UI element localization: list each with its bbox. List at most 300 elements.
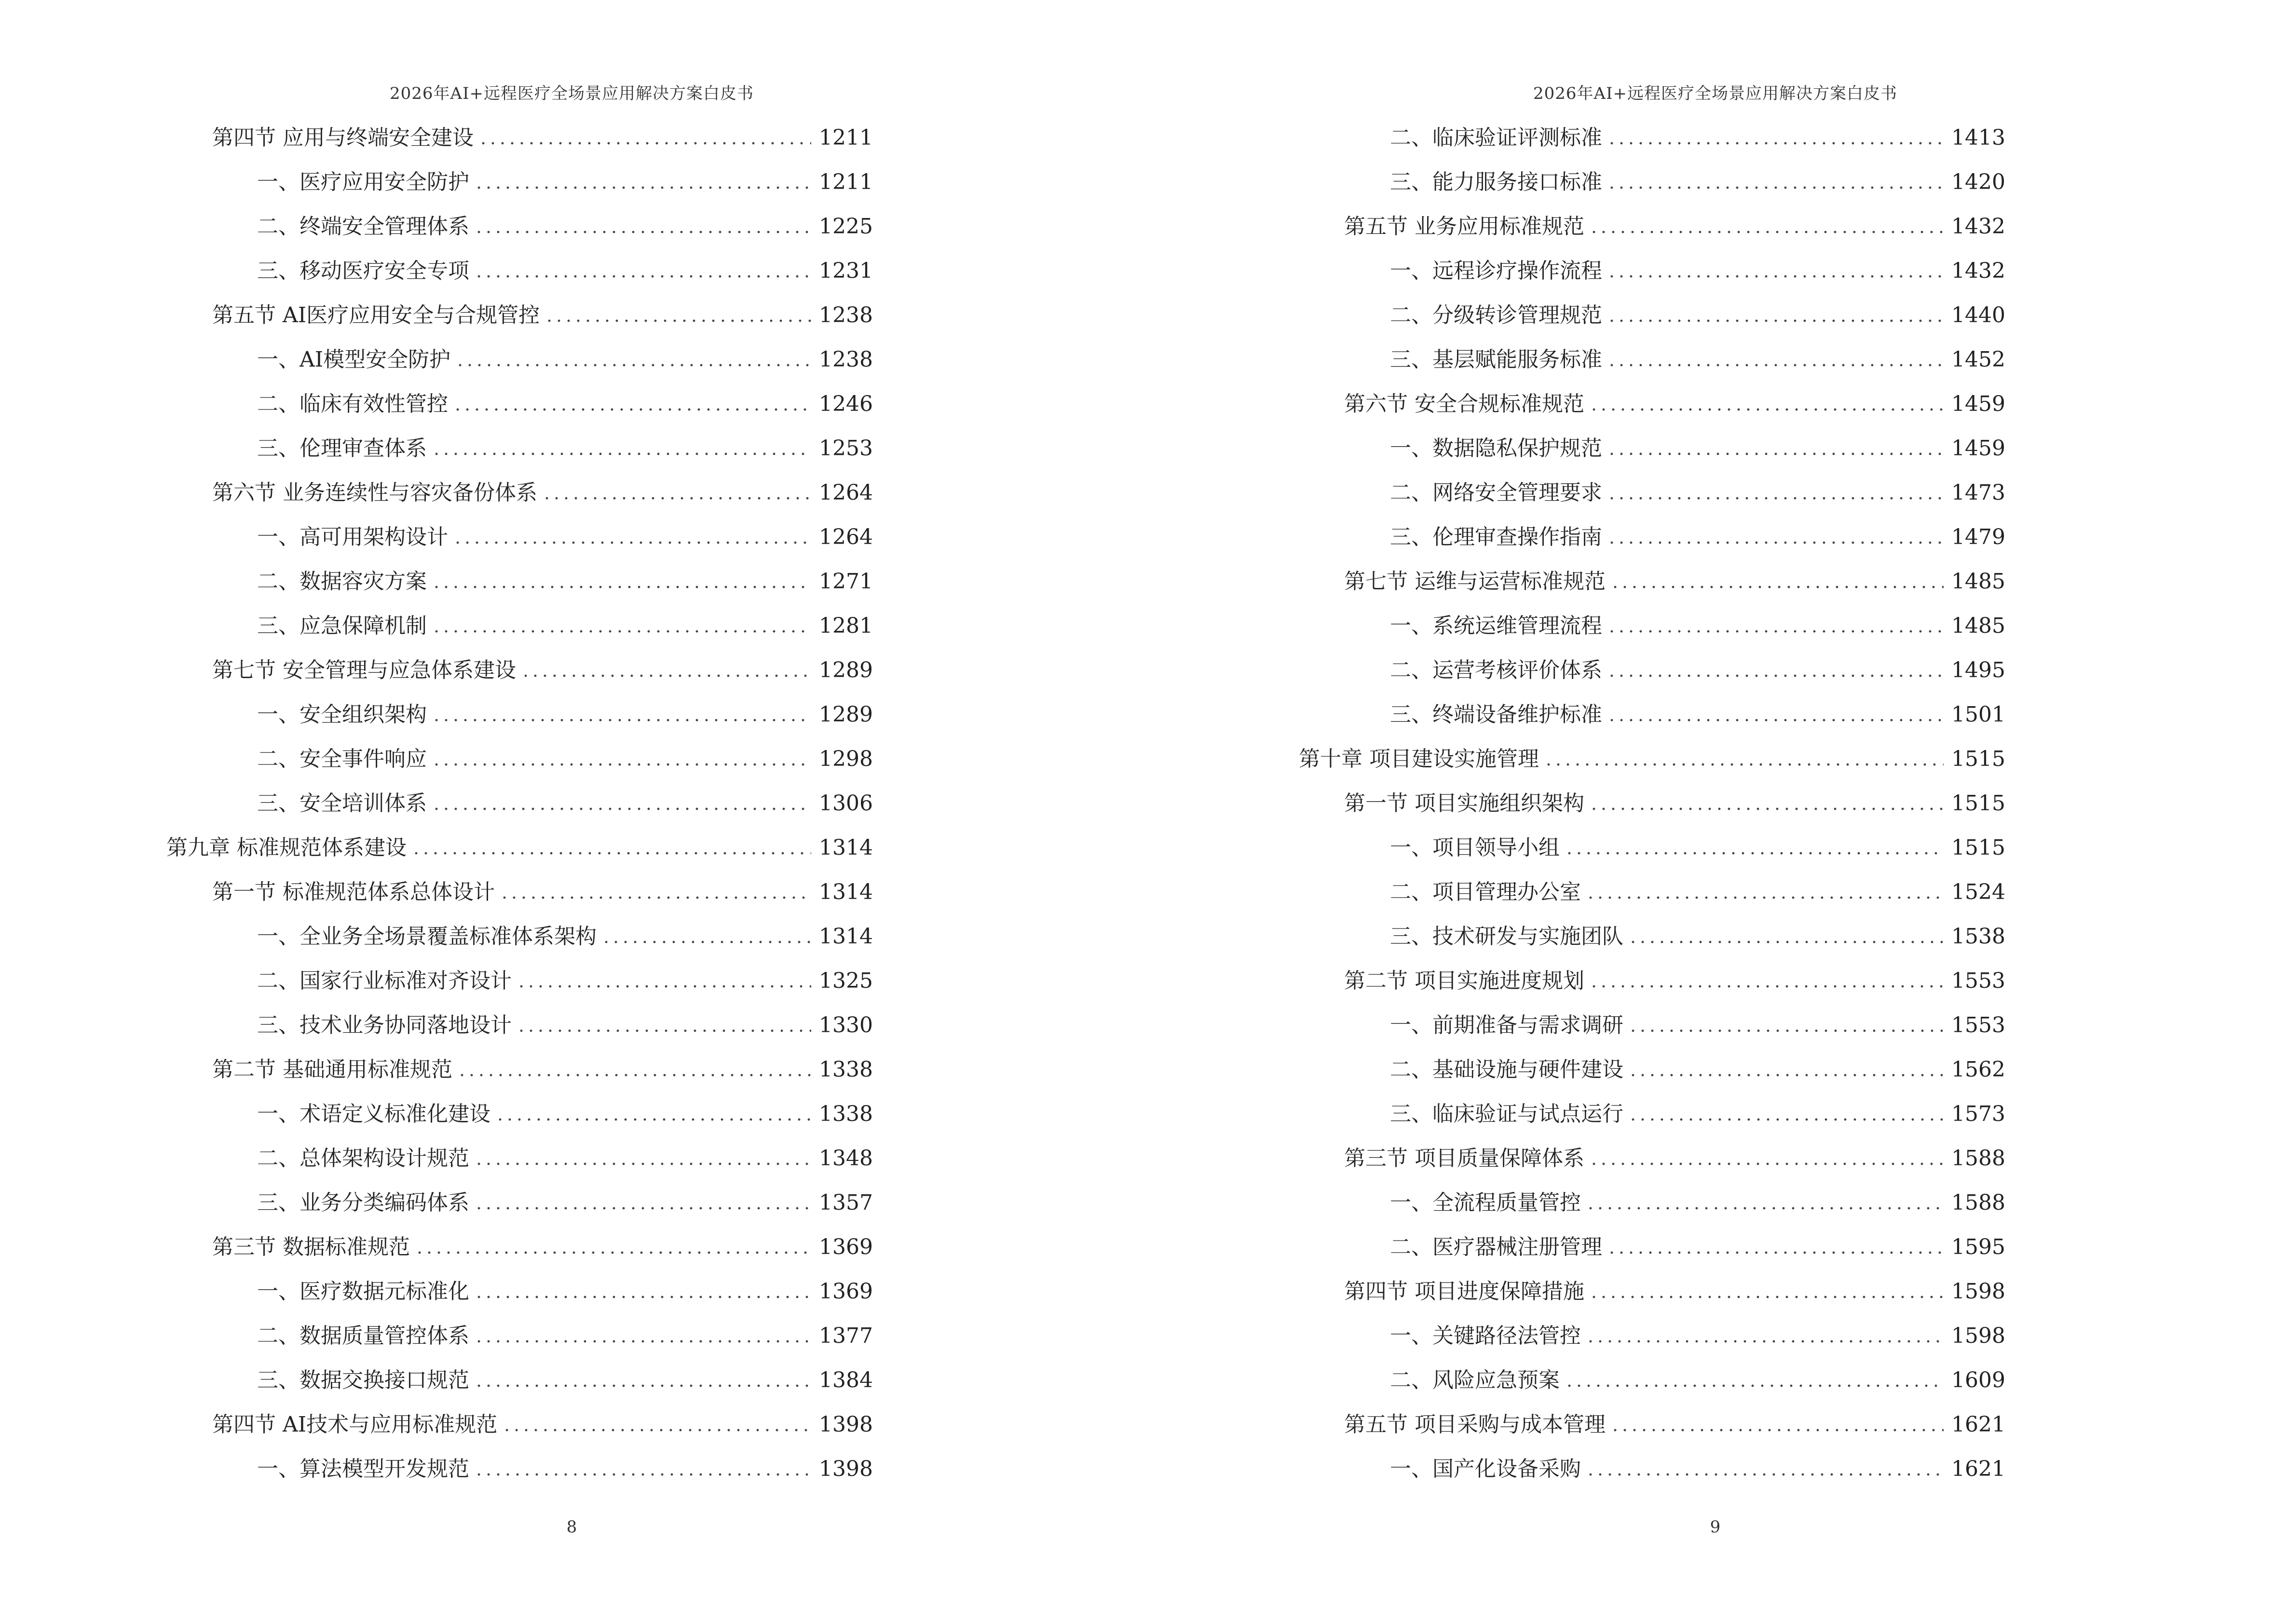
toc-entry-page-number: 1314 xyxy=(819,835,873,860)
toc-entry[interactable] xyxy=(0,826,873,870)
toc-entry-title: 第五节 业务应用标准规范 xyxy=(1344,214,1584,239)
dot-leader xyxy=(1586,896,1944,899)
toc-entry-page-number: 1306 xyxy=(819,791,873,816)
toc-entry-page-number: 1485 xyxy=(1951,614,2005,638)
dot-leader xyxy=(542,497,811,500)
toc-entry-title: 三、数据交换接口规范 xyxy=(257,1368,469,1392)
page-number: 8 xyxy=(566,1517,577,1537)
toc-entry-page-number: 1369 xyxy=(819,1279,873,1304)
toc-entry[interactable] xyxy=(0,471,873,515)
toc-entry[interactable] xyxy=(1144,1048,2005,1092)
toc-entry-row xyxy=(1144,293,2005,338)
toc-entry-row xyxy=(0,1181,873,1225)
toc-entry-row xyxy=(1144,471,2005,515)
toc-entry[interactable] xyxy=(0,1048,873,1092)
toc-entry-page-number: 1524 xyxy=(1951,880,2005,904)
toc-entry-row xyxy=(1144,1314,2005,1358)
dot-leader xyxy=(1628,1029,1944,1032)
toc-entry-row xyxy=(0,1136,873,1181)
toc-entry-row xyxy=(0,160,873,205)
toc-entry-row xyxy=(0,648,873,693)
toc-entry-page-number: 1515 xyxy=(1951,791,2005,816)
dot-leader xyxy=(1628,1074,1944,1077)
dot-leader xyxy=(474,1340,811,1343)
toc-entry-title: 第九章 标准规范体系建设 xyxy=(166,835,407,860)
toc-entry-title: 二、国家行业标准对齐设计 xyxy=(257,969,512,993)
dot-leader xyxy=(601,941,811,943)
toc-entry-page-number: 1369 xyxy=(819,1235,873,1259)
toc-entry-row xyxy=(1144,1225,2005,1269)
toc-entry-title: 三、能力服务接口标准 xyxy=(1390,170,1602,194)
toc-entry[interactable] xyxy=(0,870,873,914)
dot-leader xyxy=(432,719,811,722)
toc-entry[interactable] xyxy=(0,249,873,293)
dot-leader xyxy=(474,1207,811,1210)
toc-entry[interactable] xyxy=(1144,1269,2005,1314)
dot-leader xyxy=(1607,719,1944,722)
toc-entry-page-number: 1473 xyxy=(1951,480,2005,505)
toc-entry[interactable] xyxy=(0,382,873,426)
toc-entry[interactable] xyxy=(1144,293,2005,338)
toc-entry[interactable] xyxy=(0,205,873,249)
toc-entry-page-number: 1459 xyxy=(1951,436,2005,461)
toc-entry-page-number: 1298 xyxy=(819,747,873,771)
toc-entry-title: 一、国产化设备采购 xyxy=(1390,1457,1581,1481)
toc-entry-row xyxy=(0,1269,873,1314)
toc-entry[interactable] xyxy=(1144,781,2005,826)
toc-entry[interactable] xyxy=(1144,338,2005,382)
toc-entry-row xyxy=(0,1003,873,1048)
toc-entry-row xyxy=(1144,1136,2005,1181)
toc-entry[interactable] xyxy=(1144,648,2005,693)
toc-entry-row xyxy=(0,604,873,648)
dot-leader xyxy=(432,763,811,766)
toc-entry[interactable] xyxy=(0,1003,873,1048)
toc-entry-title: 一、安全组织架构 xyxy=(257,702,427,727)
toc-entry-page-number: 1289 xyxy=(819,702,873,727)
toc-entry-page-number: 1231 xyxy=(819,259,873,283)
toc-entry-page-number: 1621 xyxy=(1951,1457,2005,1481)
toc-entry-row xyxy=(0,515,873,560)
toc-entry-row xyxy=(0,870,873,914)
toc-entry[interactable] xyxy=(0,1447,873,1491)
toc-entry-page-number: 1325 xyxy=(819,969,873,993)
toc-entry-page-number: 1485 xyxy=(1951,569,2005,594)
dot-leader xyxy=(1607,275,1944,278)
toc-entry-row xyxy=(0,1048,873,1092)
dot-leader xyxy=(455,364,811,367)
toc-entry-row xyxy=(1144,648,2005,693)
toc-entry-title: 二、基础设施与硬件建设 xyxy=(1390,1057,1623,1082)
toc-entry[interactable] xyxy=(0,1225,873,1269)
toc-entry-page-number: 1357 xyxy=(819,1190,873,1215)
dot-leader xyxy=(474,1296,811,1298)
toc-entry-row xyxy=(0,116,873,160)
toc-entry[interactable] xyxy=(1144,471,2005,515)
dot-leader xyxy=(432,586,811,588)
toc-entry-title: 二、安全事件响应 xyxy=(257,747,427,771)
toc-entry-title: 三、基层赋能服务标准 xyxy=(1390,347,1602,372)
toc-entry-page-number: 1553 xyxy=(1951,969,2005,993)
toc-entry[interactable] xyxy=(1144,1136,2005,1181)
toc-entry-page-number: 1398 xyxy=(819,1457,873,1481)
toc-entry-page-number: 1289 xyxy=(819,658,873,682)
dot-leader xyxy=(1589,1162,1944,1165)
toc-entry[interactable] xyxy=(1144,1447,2005,1491)
dot-leader xyxy=(1607,541,1944,544)
toc-entry-row xyxy=(0,781,873,826)
toc-entry-title: 第三节 项目质量保障体系 xyxy=(1344,1146,1584,1171)
toc-entry-row xyxy=(0,293,873,338)
toc-entry-page-number: 1377 xyxy=(819,1324,873,1348)
toc-entry-title: 第二节 基础通用标准规范 xyxy=(212,1057,452,1082)
toc-entry[interactable] xyxy=(1144,160,2005,205)
toc-entry-title: 一、数据隐私保护规范 xyxy=(1390,436,1602,461)
toc-entry[interactable] xyxy=(0,1314,873,1358)
toc-entry[interactable] xyxy=(1144,426,2005,471)
toc-entry-title: 二、临床验证评测标准 xyxy=(1390,125,1602,150)
dot-leader xyxy=(453,408,811,411)
toc-entry[interactable] xyxy=(1144,737,2005,781)
toc-entry-row xyxy=(1144,914,2005,959)
toc-entry-row xyxy=(0,1447,873,1491)
toc-entry-row xyxy=(1144,160,2005,205)
toc-entry-page-number: 1413 xyxy=(1951,125,2005,150)
toc-entry-title: 三、应急保障机制 xyxy=(257,614,427,638)
toc-entry-page-number: 1598 xyxy=(1951,1279,2005,1304)
toc-entry-row xyxy=(0,1358,873,1403)
toc-entry-title: 一、系统运维管理流程 xyxy=(1390,614,1602,638)
toc-entry-page-number: 1595 xyxy=(1951,1235,2005,1259)
dot-leader xyxy=(1589,985,1944,988)
toc-entry[interactable] xyxy=(0,1403,873,1447)
toc-entry-title: 二、数据质量管控体系 xyxy=(257,1324,469,1348)
toc-entry[interactable] xyxy=(1144,693,2005,737)
toc-entry[interactable] xyxy=(0,1136,873,1181)
toc-entry-row xyxy=(0,959,873,1003)
toc-entry-page-number: 1253 xyxy=(819,436,873,461)
toc-entry[interactable] xyxy=(1144,560,2005,604)
dot-leader xyxy=(415,1251,811,1254)
dot-leader xyxy=(1607,1251,1944,1254)
toc-entry[interactable] xyxy=(1144,1314,2005,1358)
dot-leader xyxy=(1607,142,1944,145)
dot-leader xyxy=(500,896,811,899)
toc-entry-page-number: 1264 xyxy=(819,480,873,505)
toc-entry[interactable] xyxy=(0,914,873,959)
toc-entry-page-number: 1338 xyxy=(819,1057,873,1082)
toc-entry-title: 第七节 运维与运营标准规范 xyxy=(1344,569,1606,594)
toc-entry-title: 第七节 安全管理与应急体系建设 xyxy=(212,658,516,682)
toc-entry-page-number: 1501 xyxy=(1951,702,2005,727)
toc-entry-page-number: 1338 xyxy=(819,1102,873,1126)
toc-entry-row xyxy=(1144,826,2005,870)
toc-entry-title: 一、AI模型安全防护 xyxy=(257,347,451,372)
toc-entry-title: 二、终端安全管理体系 xyxy=(257,214,469,239)
toc-entry-row xyxy=(1144,1447,2005,1491)
toc-entry-page-number: 1384 xyxy=(819,1368,873,1392)
toc-entry[interactable] xyxy=(1144,1403,2005,1447)
toc-entry-title: 二、数据容灾方案 xyxy=(257,569,427,594)
toc-entry[interactable] xyxy=(1144,604,2005,648)
toc-entry-title: 二、网络安全管理要求 xyxy=(1390,480,1602,505)
running-header: 2026年AI+远程医疗全场景应用解决方案白皮书 xyxy=(1533,84,1897,103)
dot-leader xyxy=(474,275,811,278)
toc-entry-row xyxy=(1144,959,2005,1003)
toc-list xyxy=(0,116,1144,1491)
toc-entry-page-number: 1479 xyxy=(1951,525,2005,549)
toc-entry-title: 三、技术业务协同落地设计 xyxy=(257,1013,512,1037)
dot-leader xyxy=(1628,941,1944,943)
toc-entry-row xyxy=(0,1314,873,1358)
toc-entry-title: 第四节 应用与终端安全建设 xyxy=(212,125,474,150)
toc-entry-title: 一、全流程质量管控 xyxy=(1390,1190,1581,1215)
toc-entry-title: 第五节 项目采购与成本管理 xyxy=(1344,1412,1606,1437)
toc-entry-row xyxy=(1144,426,2005,471)
toc-entry-row xyxy=(1144,1092,2005,1136)
dot-leader xyxy=(1589,807,1944,810)
toc-entry-title: 一、算法模型开发规范 xyxy=(257,1457,469,1481)
toc-entry[interactable] xyxy=(0,959,873,1003)
toc-entry-title: 二、项目管理办公室 xyxy=(1390,880,1581,904)
toc-entry-row xyxy=(1144,515,2005,560)
toc-entry-title: 一、高可用架构设计 xyxy=(257,525,448,549)
toc-entry-row xyxy=(0,693,873,737)
toc-entry-page-number: 1588 xyxy=(1951,1190,2005,1215)
toc-entry-page-number: 1432 xyxy=(1951,214,2005,239)
dot-leader xyxy=(521,674,811,677)
running-header: 2026年AI+远程医疗全场景应用解决方案白皮书 xyxy=(390,84,754,103)
toc-entry-row xyxy=(0,249,873,293)
toc-entry-page-number: 1420 xyxy=(1951,170,2005,194)
toc-entry[interactable] xyxy=(1144,1181,2005,1225)
toc-entry[interactable] xyxy=(1144,959,2005,1003)
dot-leader xyxy=(1607,364,1944,367)
toc-entry[interactable] xyxy=(1144,1092,2005,1136)
dot-leader xyxy=(1589,231,1944,233)
toc-entry[interactable] xyxy=(0,1358,873,1403)
dot-leader xyxy=(495,1118,811,1121)
toc-entry-title: 三、安全培训体系 xyxy=(257,791,427,816)
toc-entry-title: 第一节 标准规范体系总体设计 xyxy=(212,880,495,904)
toc-entry[interactable] xyxy=(0,293,873,338)
toc-entry-title: 三、业务分类编码体系 xyxy=(257,1190,469,1215)
dot-leader xyxy=(432,807,811,810)
toc-entry-row xyxy=(1144,382,2005,426)
toc-entry[interactable] xyxy=(1144,1225,2005,1269)
toc-entry-title: 第三节 数据标准规范 xyxy=(212,1235,410,1259)
dot-leader xyxy=(457,1074,811,1077)
toc-entry-page-number: 1459 xyxy=(1951,392,2005,416)
toc-entry-row xyxy=(1144,1358,2005,1403)
toc-entry-row xyxy=(1144,1048,2005,1092)
toc-entry-row xyxy=(1144,338,2005,382)
toc-entry[interactable] xyxy=(1144,870,2005,914)
toc-entry-page-number: 1495 xyxy=(1951,658,2005,682)
dot-leader xyxy=(432,452,811,455)
toc-entry[interactable] xyxy=(1144,914,2005,959)
toc-entry-page-number: 1314 xyxy=(819,924,873,949)
toc-entry[interactable] xyxy=(0,693,873,737)
toc-entry[interactable] xyxy=(1144,249,2005,293)
dot-leader xyxy=(1628,1118,1944,1121)
toc-entry-row xyxy=(0,1403,873,1447)
dot-leader xyxy=(1589,408,1944,411)
dot-leader xyxy=(474,1162,811,1165)
toc-entry-row xyxy=(1144,1269,2005,1314)
toc-entry-row xyxy=(1144,560,2005,604)
toc-entry-row xyxy=(0,1225,873,1269)
toc-entry-row xyxy=(0,382,873,426)
toc-entry[interactable] xyxy=(1144,205,2005,249)
toc-entry-row xyxy=(1144,116,2005,160)
dot-leader xyxy=(1607,674,1944,677)
toc-entry-page-number: 1211 xyxy=(819,170,873,194)
toc-entry-row xyxy=(1144,781,2005,826)
toc-entry-title: 第四节 AI技术与应用标准规范 xyxy=(212,1412,498,1437)
toc-entry-title: 一、项目领导小组 xyxy=(1390,835,1560,860)
toc-entry[interactable] xyxy=(0,1269,873,1314)
toc-entry-title: 一、远程诊疗操作流程 xyxy=(1390,259,1602,283)
toc-entry-row xyxy=(0,737,873,781)
toc-entry-title: 一、医疗应用安全防护 xyxy=(257,170,469,194)
toc-entry-page-number: 1398 xyxy=(819,1412,873,1437)
toc-entry[interactable] xyxy=(0,116,873,160)
toc-entry-title: 二、运营考核评价体系 xyxy=(1390,658,1602,682)
toc-entry-title: 第六节 业务连续性与容灾备份体系 xyxy=(212,480,537,505)
dot-leader xyxy=(474,186,811,189)
toc-entry[interactable] xyxy=(1144,826,2005,870)
toc-entry[interactable] xyxy=(0,160,873,205)
dot-leader xyxy=(474,1384,811,1387)
toc-entry[interactable] xyxy=(0,604,873,648)
dot-leader xyxy=(517,985,811,988)
toc-entry-title: 三、移动医疗安全专项 xyxy=(257,259,469,283)
toc-entry-title: 三、伦理审查体系 xyxy=(257,436,427,461)
toc-entry-page-number: 1515 xyxy=(1951,747,2005,771)
page-number: 9 xyxy=(1710,1517,1721,1537)
dot-leader xyxy=(474,1473,811,1476)
dot-leader xyxy=(1607,630,1944,633)
toc-entry[interactable] xyxy=(1144,515,2005,560)
toc-entry-title: 二、医疗器械注册管理 xyxy=(1390,1235,1602,1259)
dot-leader xyxy=(411,852,811,855)
toc-entry-title: 二、临床有效性管控 xyxy=(257,392,448,416)
toc-entry-page-number: 1553 xyxy=(1951,1013,2005,1037)
toc-entry-title: 一、全业务全场景覆盖标准体系架构 xyxy=(257,924,597,949)
dot-leader xyxy=(474,231,811,233)
toc-entry-row xyxy=(1144,1181,2005,1225)
toc-entry-page-number: 1573 xyxy=(1951,1102,2005,1126)
toc-entry-page-number: 1440 xyxy=(1951,303,2005,328)
dot-leader xyxy=(1607,452,1944,455)
toc-entry-title: 二、风险应急预案 xyxy=(1390,1368,1560,1392)
toc-entry[interactable] xyxy=(0,1181,873,1225)
toc-entry-row xyxy=(0,205,873,249)
toc-entry-page-number: 1225 xyxy=(819,214,873,239)
toc-list xyxy=(1144,116,2287,1491)
toc-entry-row xyxy=(1144,249,2005,293)
dot-leader xyxy=(502,1429,811,1432)
toc-entry-title: 二、分级转诊管理规范 xyxy=(1390,303,1602,328)
toc-entry-page-number: 1621 xyxy=(1951,1412,2005,1437)
toc-entry[interactable] xyxy=(0,781,873,826)
toc-entry[interactable] xyxy=(0,338,873,382)
toc-entry-title: 三、伦理审查操作指南 xyxy=(1390,525,1602,549)
toc-entry[interactable] xyxy=(0,648,873,693)
toc-entry-page-number: 1211 xyxy=(819,125,873,150)
dot-leader xyxy=(1607,319,1944,322)
toc-entry-row xyxy=(0,471,873,515)
toc-entry[interactable] xyxy=(0,426,873,471)
dot-leader xyxy=(1565,852,1944,855)
toc-entry-page-number: 1246 xyxy=(819,392,873,416)
toc-entry[interactable] xyxy=(1144,1003,2005,1048)
toc-entry-row xyxy=(1144,693,2005,737)
toc-entry-title: 一、关键路径法管控 xyxy=(1390,1324,1581,1348)
dot-leader xyxy=(453,541,811,544)
toc-entry[interactable] xyxy=(0,560,873,604)
toc-entry-row xyxy=(0,1092,873,1136)
toc-entry-title: 二、总体架构设计规范 xyxy=(257,1146,469,1171)
toc-entry-title: 第五节 AI医疗应用安全与合规管控 xyxy=(212,303,540,328)
dot-leader xyxy=(1589,1296,1944,1298)
toc-entry-page-number: 1330 xyxy=(819,1013,873,1037)
toc-entry-title: 三、终端设备维护标准 xyxy=(1390,702,1602,727)
toc-entry-page-number: 1515 xyxy=(1951,835,2005,860)
toc-entry-title: 三、临床验证与试点运行 xyxy=(1390,1102,1623,1126)
toc-entry-row xyxy=(1144,1003,2005,1048)
toc-entry[interactable] xyxy=(0,1092,873,1136)
toc-entry[interactable] xyxy=(0,737,873,781)
dot-leader xyxy=(432,630,811,633)
toc-entry-page-number: 1348 xyxy=(819,1146,873,1171)
toc-entry-page-number: 1281 xyxy=(819,614,873,638)
dot-leader xyxy=(1544,763,1944,766)
toc-entry-title: 一、术语定义标准化建设 xyxy=(257,1102,490,1126)
dot-leader xyxy=(478,142,811,145)
dot-leader xyxy=(1586,1473,1944,1476)
toc-entry-page-number: 1588 xyxy=(1951,1146,2005,1171)
toc-entry[interactable] xyxy=(1144,116,2005,160)
toc-entry-title: 第一节 项目实施组织架构 xyxy=(1344,791,1584,816)
toc-entry[interactable] xyxy=(1144,1358,2005,1403)
toc-entry-row xyxy=(0,338,873,382)
dot-leader xyxy=(1607,497,1944,500)
toc-entry[interactable] xyxy=(0,515,873,560)
toc-entry-page-number: 1538 xyxy=(1951,924,2005,949)
toc-entry-page-number: 1238 xyxy=(819,303,873,328)
toc-entry-row xyxy=(0,914,873,959)
dot-leader xyxy=(1565,1384,1944,1387)
dot-leader xyxy=(1607,186,1944,189)
toc-entry[interactable] xyxy=(1144,382,2005,426)
dot-leader xyxy=(1586,1340,1944,1343)
toc-entry-title: 三、技术研发与实施团队 xyxy=(1390,924,1623,949)
toc-entry-row xyxy=(0,560,873,604)
toc-entry-page-number: 1598 xyxy=(1951,1324,2005,1348)
toc-entry-row xyxy=(0,826,873,870)
toc-entry-title: 一、医疗数据元标准化 xyxy=(257,1279,469,1304)
toc-entry-page-number: 1264 xyxy=(819,525,873,549)
dot-leader xyxy=(1586,1207,1944,1210)
toc-entry-row xyxy=(1144,870,2005,914)
toc-page-right xyxy=(1144,0,2287,1624)
toc-entry-page-number: 1238 xyxy=(819,347,873,372)
dot-leader xyxy=(517,1029,811,1032)
dot-leader xyxy=(545,319,811,322)
toc-entry-title: 第二节 项目实施进度规划 xyxy=(1344,969,1584,993)
